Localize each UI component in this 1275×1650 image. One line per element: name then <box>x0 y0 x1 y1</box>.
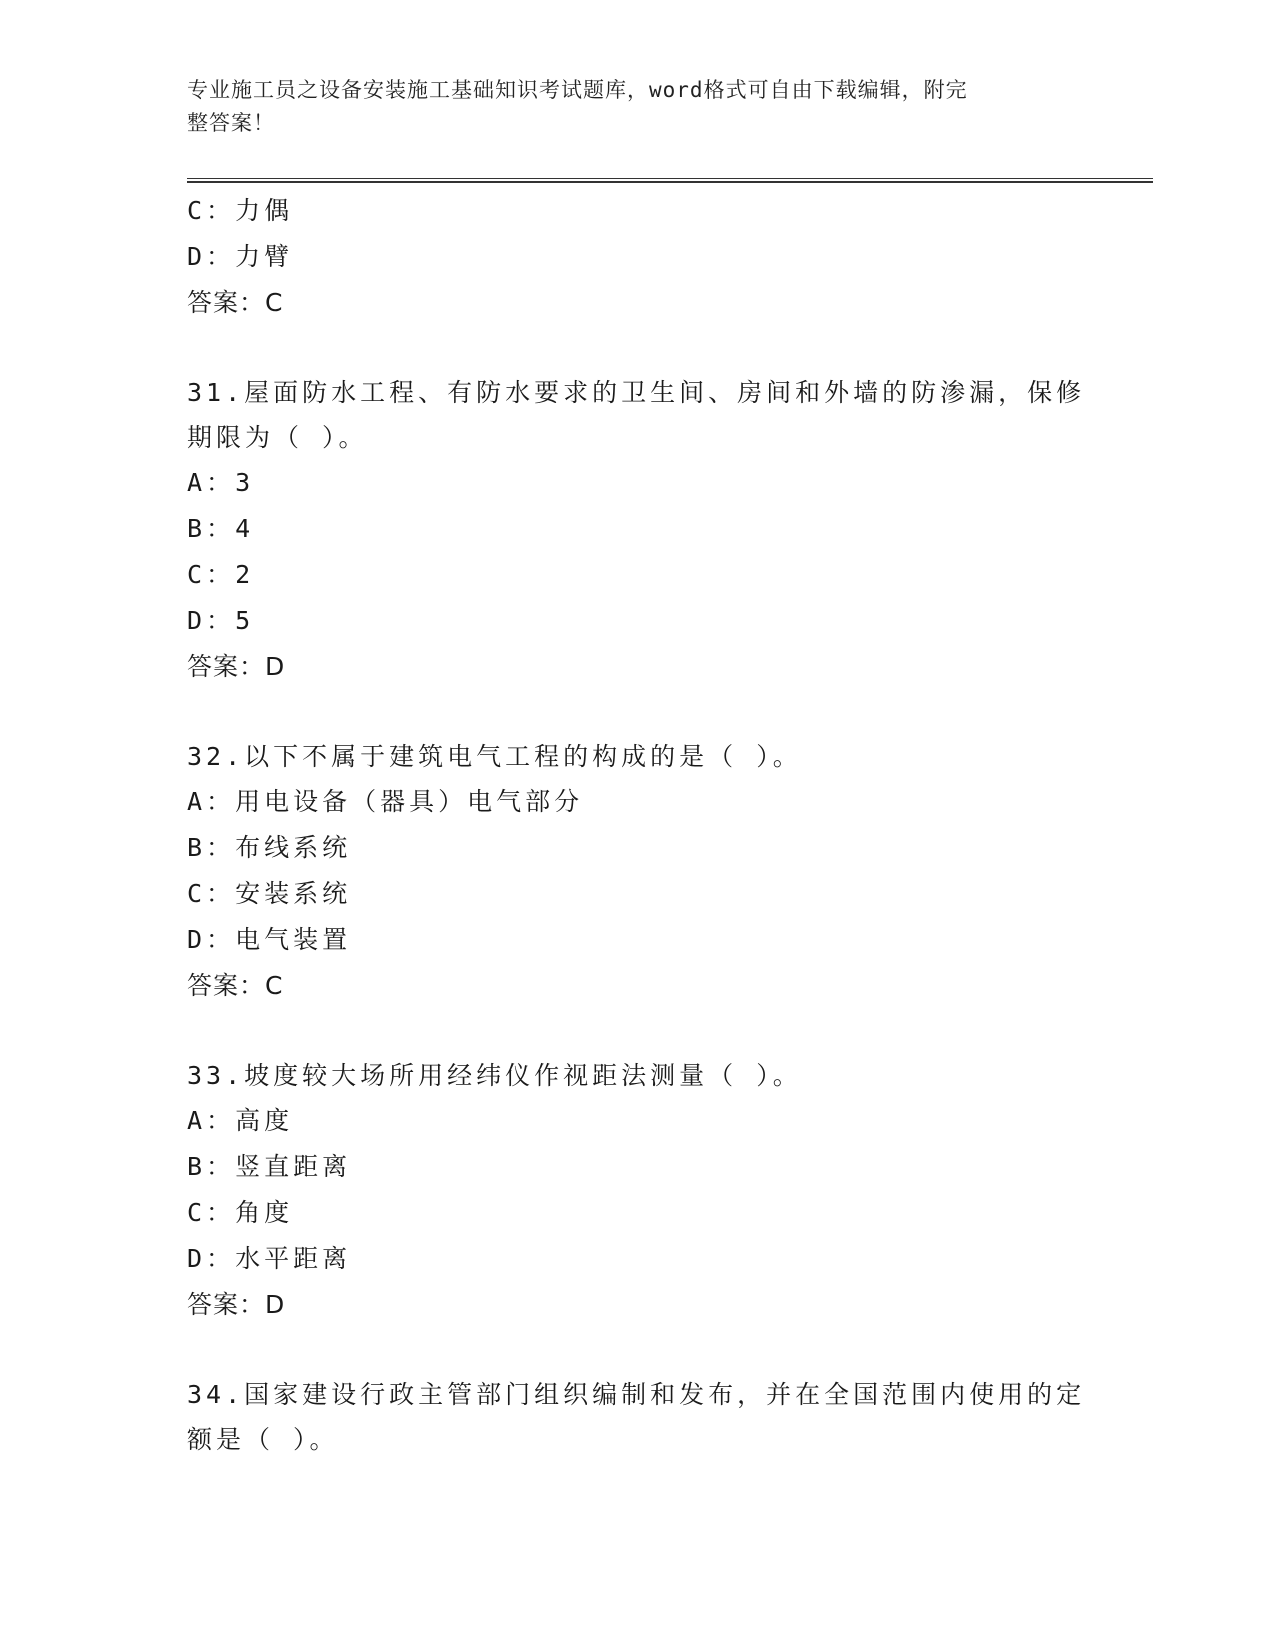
question-stem: 34.国家建设行政主管部门组织编制和发布，并在全国范围内使用的定 <box>187 1380 1086 1409</box>
option-a: A：3 <box>187 468 255 497</box>
option-d: D：电气装置 <box>187 925 352 954</box>
question-stem: 33.坡度较大场所用经纬仪作视距法测量（ ）。 <box>187 1061 802 1090</box>
document-header <box>187 74 1067 140</box>
option-c: C：角度 <box>187 1198 294 1227</box>
question-34 <box>187 1372 1087 1462</box>
question-stem: 期限为（ ）。 <box>187 423 368 452</box>
option-a: A：高度 <box>187 1106 294 1135</box>
option-b: B：布线系统 <box>187 833 352 862</box>
answer-line: 答案：C <box>187 971 284 1000</box>
option-d: D：5 <box>187 606 255 635</box>
option-d: D：水平距离 <box>187 1244 352 1273</box>
answer-line: 答案：C <box>187 288 284 317</box>
header-line-2: 整答案！ <box>187 111 275 135</box>
question-33 <box>187 1053 1087 1328</box>
question-stem: 32.以下不属于建筑电气工程的构成的是（ ）。 <box>187 742 802 771</box>
option-b: B：竖直距离 <box>187 1152 352 1181</box>
question-list <box>187 188 1087 1462</box>
answer-line: 答案：D <box>187 1290 286 1319</box>
option-c: C：力偶 <box>187 196 294 225</box>
option-c: C：安装系统 <box>187 879 352 908</box>
answer-line: 答案：D <box>187 652 286 681</box>
header-line-1: 专业施工员之设备安装施工基础知识考试题库，word格式可自由下载编辑，附完 <box>187 78 968 102</box>
question-stem: 额是（ ）。 <box>187 1425 339 1454</box>
question-31 <box>187 370 1087 690</box>
option-a: A：用电设备（器具）电气部分 <box>187 787 584 816</box>
question-32 <box>187 734 1087 1009</box>
question-continuation <box>187 188 1087 326</box>
option-c: C：2 <box>187 560 255 589</box>
question-stem: 31.屋面防水工程、有防水要求的卫生间、房间和外墙的防渗漏，保修 <box>187 378 1086 407</box>
option-d: D：力臂 <box>187 242 294 271</box>
option-b: B：4 <box>187 514 255 543</box>
header-divider <box>187 178 1153 183</box>
